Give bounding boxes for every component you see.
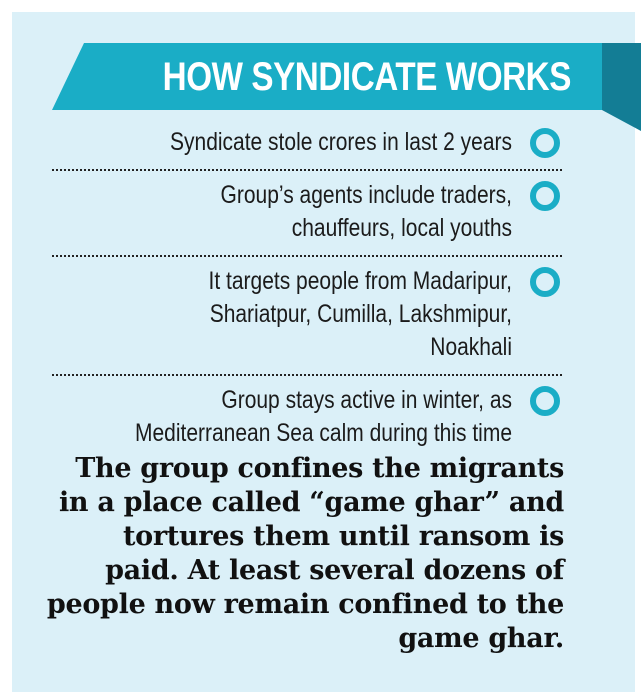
- ring-bullet-icon: [530, 128, 560, 158]
- summary-note: The group confines the migrants in a place called “game ghar” and tortures them until ransom is paid. At least several dozens of people now remain confined to the game ghar.: [46, 453, 564, 654]
- fact-text: It targets people from Madaripur, Shariatpur, Cumilla, Lakshmipur, Noakhali: [208, 267, 512, 361]
- list-item: [52, 376, 562, 460]
- ring-bullet-icon: [530, 267, 560, 297]
- banner-fold: [602, 43, 641, 131]
- page-title: HOW SYNDICATE WORKS: [162, 55, 571, 99]
- list-item: [52, 118, 562, 171]
- list-item: [52, 171, 562, 257]
- ring-bullet-icon: [530, 386, 560, 416]
- fact-text: Group stays active in winter, as Mediterranean Sea calm during this time: [134, 386, 512, 447]
- list-item: [52, 257, 562, 376]
- facts-list: [52, 118, 562, 460]
- fact-text: Syndicate stole crores in last 2 years: [170, 128, 512, 156]
- fact-text: Group’s agents include traders, chauffeurs, local youths: [220, 181, 512, 242]
- title-banner: [52, 43, 641, 110]
- ring-bullet-icon: [530, 181, 560, 211]
